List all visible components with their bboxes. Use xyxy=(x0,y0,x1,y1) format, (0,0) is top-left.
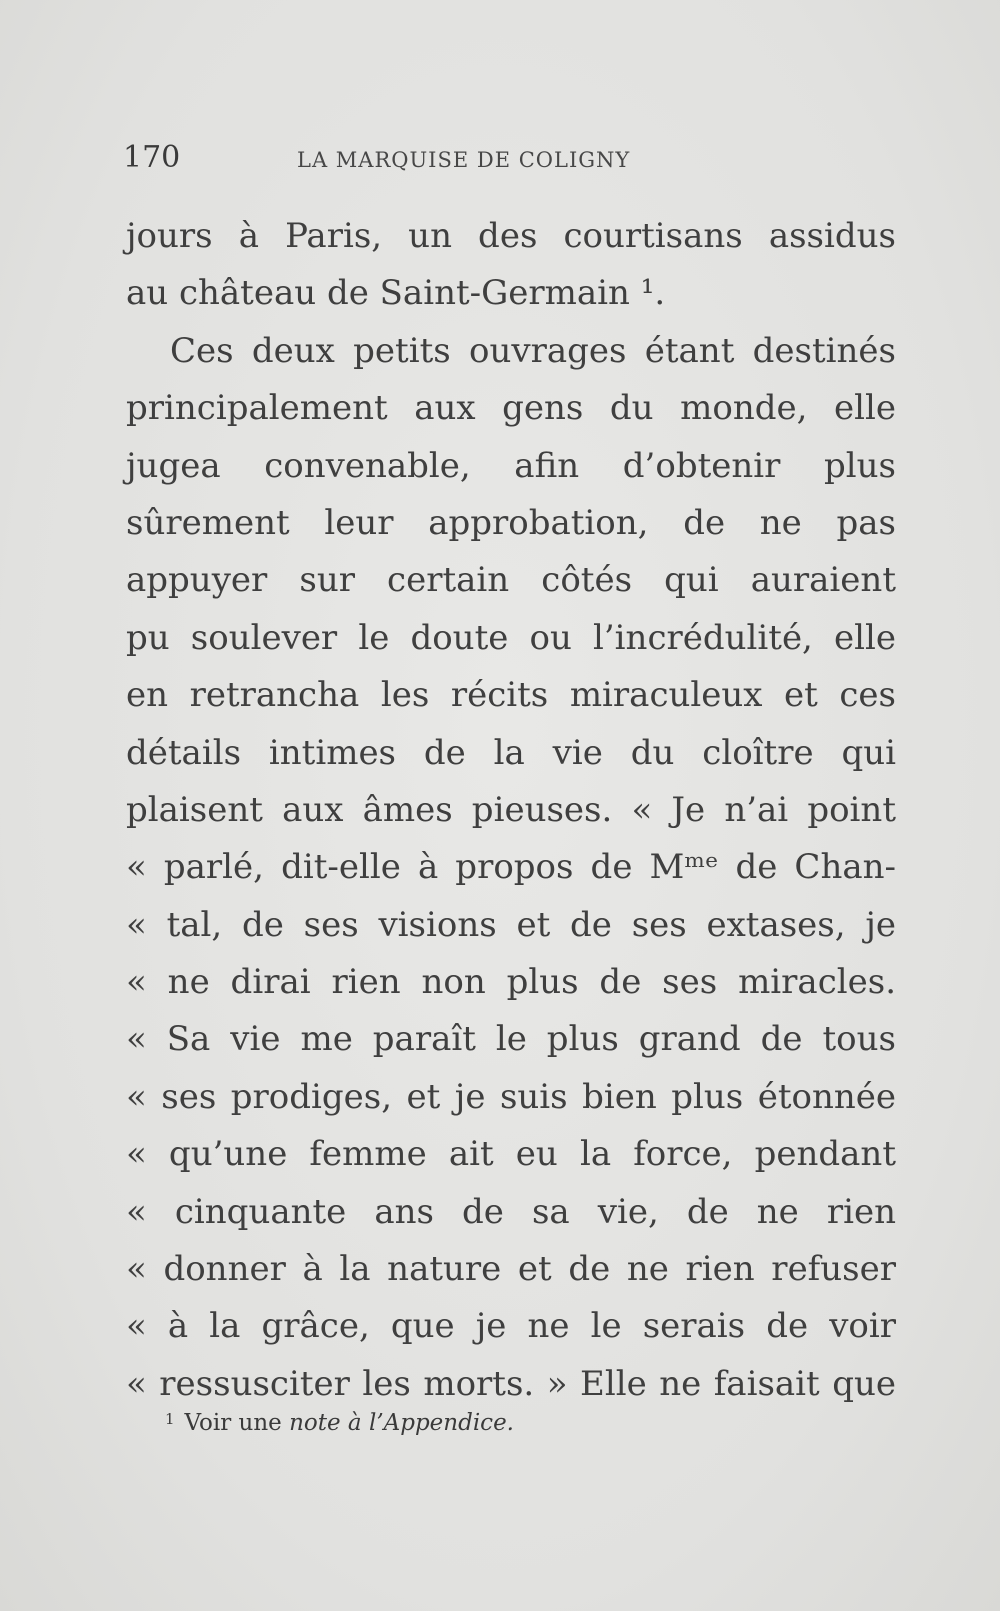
running-title: LA MARQUISE DE COLIGNY xyxy=(297,148,631,172)
text-line: « ressusciter les morts. » Elle ne faisait que xyxy=(126,1363,896,1404)
text-line: détails intimes de la vie du cloître qui xyxy=(126,732,896,773)
page-number: 170 xyxy=(123,140,181,175)
text-line: au château de Saint-Germain ¹. xyxy=(126,273,666,314)
text-line: pu soulever le doute ou l’incrédulité, elle xyxy=(126,617,896,658)
text-line: « ne dirai rien non plus de ses miracles. xyxy=(126,962,896,1003)
text-line: « cinquante ans de sa vie, de ne rien xyxy=(126,1191,896,1232)
text-line: appuyer sur certain côtés qui auraient xyxy=(126,560,896,601)
text-line: « donner à la nature et de ne rien refuser xyxy=(126,1249,896,1290)
text-line: « tal, de ses visions et de ses extases, je xyxy=(126,904,896,945)
text-line: principalement aux gens du monde, elle xyxy=(126,388,896,429)
text-line: jugea convenable, afin d’obtenir plus xyxy=(126,445,896,486)
text-line: jours à Paris, un des courtisans assidus xyxy=(126,216,896,256)
text-line: « Sa vie me paraît le plus grand de tous xyxy=(126,1019,896,1060)
text-line: « parlé, dit-elle à propos de Mᵐᵉ de Chan- xyxy=(126,847,896,888)
text-line: sûrement leur approbation, de ne pas xyxy=(126,502,896,543)
body-text xyxy=(126,208,896,1413)
footnote-italic-text: note à l’Appendice. xyxy=(289,1410,514,1436)
page-header xyxy=(123,140,895,180)
text-line: « ses prodiges, et je suis bien plus étonnée xyxy=(126,1076,896,1117)
text-line: en retrancha les récits miraculeux et ces xyxy=(126,675,896,716)
footnote-text: Voir une xyxy=(184,1410,290,1436)
text-line: « à la grâce, que je ne le serais de voir xyxy=(126,1306,896,1347)
text-line: plaisent aux âmes pieuses. « Je n’ai point xyxy=(126,789,896,830)
footnote-marker: 1 xyxy=(165,1410,175,1428)
text-line: Ces deux petits ouvrages étant destinés xyxy=(170,330,896,371)
text-line: « qu’une femme ait eu la force, pendant xyxy=(126,1134,896,1175)
footnote xyxy=(165,1410,514,1436)
